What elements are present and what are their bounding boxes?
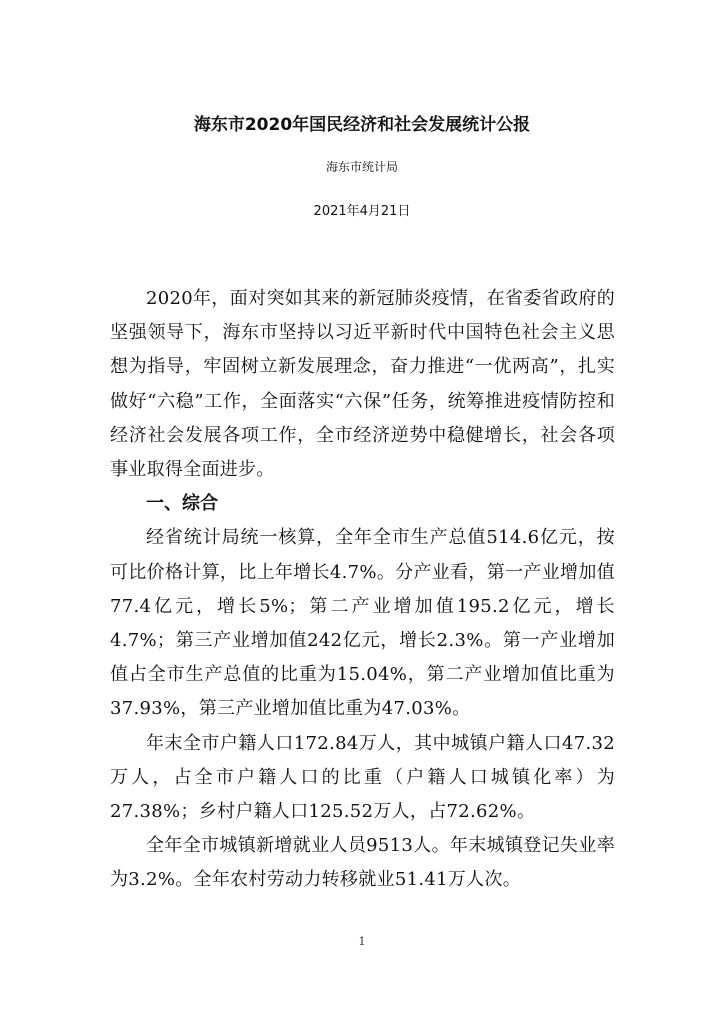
page-title: 海东市2020年国民经济和社会发展统计公报 bbox=[193, 115, 531, 135]
issuer-line: 海东市统计局 bbox=[325, 160, 398, 174]
publish-date: 2021年4月21日 bbox=[313, 204, 411, 219]
intro-paragraph: 2020年，面对突如其来的新冠肺炎疫情，在省委省政府的坚强领导下，海东市坚持以习近平新时代中国特色社会主义思想为指导，牢固树立新发展理念，奋力推进“一优两高”，扎实做好“六稳”工作，全面落实“六保”任务，统筹推进疫情防控和经济社会发展各项工作，全市经济逆势中稳健增长，社会各项事业取得全面进步。 bbox=[110, 288, 615, 481]
section-heading: 一、综合 bbox=[146, 493, 218, 515]
population-paragraph: 年末全市户籍人口172.84万人，其中城镇户籍人口47.32万人，占全市户籍人口的比重（户籍人口城镇化率）为27.38%；乡村户籍人口125.52万人，占72.62%。 bbox=[110, 732, 615, 823]
gdp-paragraph: 经省统计局统一核算，全年全市生产总值514.6亿元，按可比价格计算，比上年增长4.7%。分产业看，第一产业增加值77.4亿元，增长5%；第二产业增加值195.2亿元，增长4.7%；第三产业增加值242亿元，增长2.3%。第一产业增加值占全市生产总值的比重为15.04%，第二产业增加值比重为37.93%，第三产业增加值比重为47.03%。 bbox=[110, 527, 615, 720]
page-number: 1 bbox=[358, 935, 366, 948]
employment-paragraph: 全年全市城镇新增就业人员9513人。年末城镇登记失业率为3.2%。全年农村劳动力转移就业51.41万人次。 bbox=[110, 835, 615, 891]
document-body bbox=[110, 282, 615, 898]
